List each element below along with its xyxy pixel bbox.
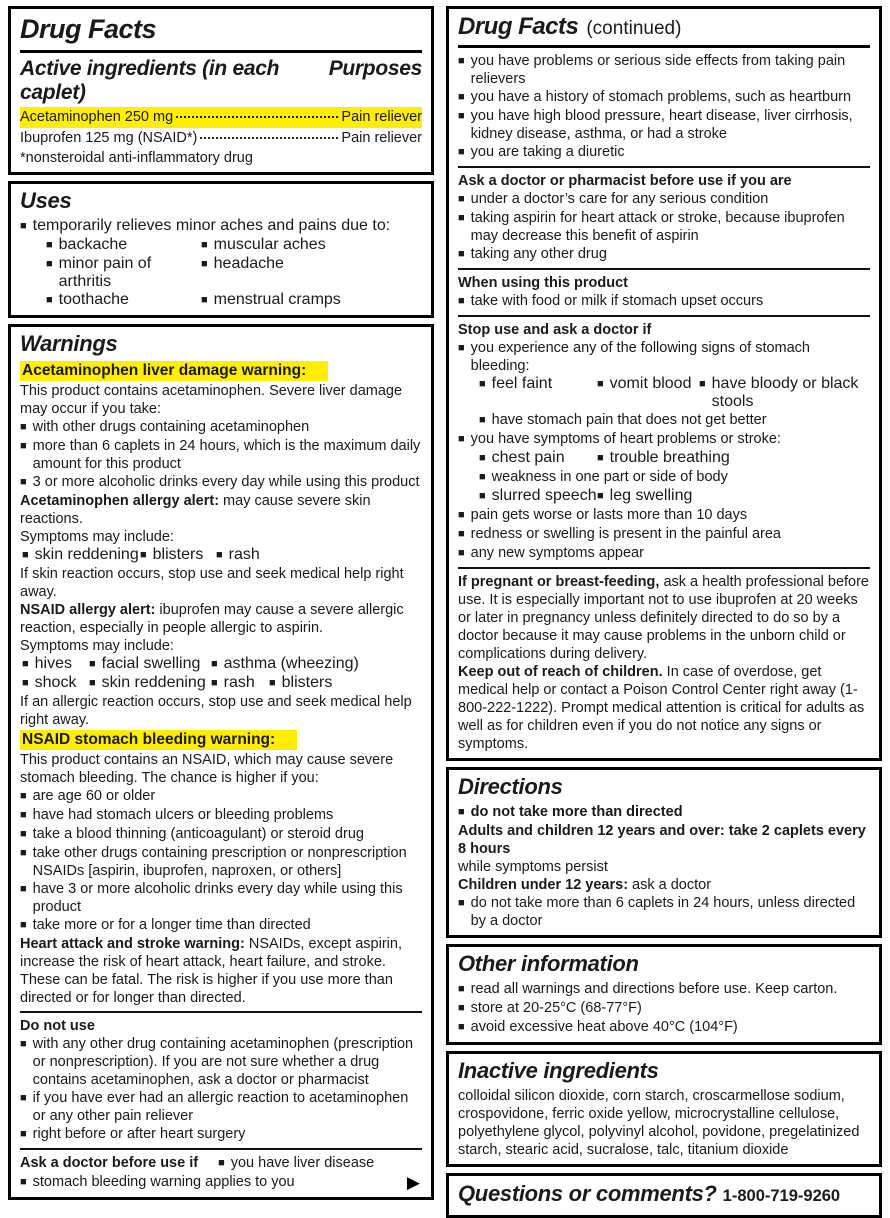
bullet-icon	[140, 546, 153, 565]
bullet-icon	[20, 880, 33, 899]
section-divider	[458, 567, 870, 569]
bullet-icon	[216, 546, 229, 565]
list-item: ■ hives	[22, 655, 89, 674]
bullet-icon	[20, 1125, 33, 1144]
ask-pharmacist-heading: Ask a doctor or pharmacist before use if you are	[458, 173, 792, 189]
bullet-icon	[20, 1089, 33, 1108]
bullet-icon	[597, 487, 610, 506]
list-item: ■ menstrual cramps	[201, 291, 422, 310]
list-item: ■ read all warnings and directions before use. Keep carton.	[458, 980, 870, 999]
bullet-icon	[20, 1173, 33, 1192]
list-item: ■ leg swelling	[597, 487, 870, 506]
acetaminophen-allergy-alert: Acetaminophen allergy alert: may cause severe skin reactions.	[20, 493, 371, 527]
bullet-icon	[218, 1154, 231, 1173]
directions-heading: Directions	[458, 774, 563, 799]
directions-panel	[446, 767, 882, 938]
questions-heading: Questions or comments?	[458, 1181, 717, 1206]
list-item: ■ pain gets worse or lasts more than 10 days	[458, 506, 870, 525]
heart-symptoms-row-1	[479, 449, 870, 468]
list-item: ■ rash	[211, 674, 269, 693]
list-item: ■ minor pain of arthritis	[46, 255, 201, 291]
bullet-icon	[20, 844, 33, 863]
ingredient-purpose: Pain reliever	[341, 109, 422, 125]
nsaid-symptoms-row-2	[22, 674, 422, 693]
list-item: ■ with any other drug containing acetaminophen (prescription or nonprescription). If you are not sure whether a drug contains acetaminophen, ask a doctor or pharmacist	[20, 1035, 422, 1089]
list-item: ■ if you have ever had an allergic reaction to acetaminophen or any other pain reliever	[20, 1089, 422, 1125]
questions-phone-number: 1-800-719-9260	[722, 1187, 841, 1205]
bullet-icon	[458, 894, 471, 913]
nsaid-footnote: *nonsteroidal anti-inflammatory drug	[20, 150, 253, 166]
bullet-icon	[458, 544, 471, 563]
active-ingredients-panel	[8, 6, 434, 175]
pregnancy-warning: If pregnant or breast-feeding, ask a health professional before use. It is especially important not to use ibuprofen at 20 weeks or later in pregnancy unless definitely directed to do so by a doctor because it may cause problems in the unborn child or complications during delivery.	[458, 574, 869, 662]
bullet-icon	[22, 546, 35, 565]
list-item: ■ avoid excessive heat above 40°C (104°F)	[458, 1018, 870, 1037]
list-item: ■ take a blood thinning (anticoagulant) or steroid drug	[20, 825, 422, 844]
symptoms-label: Symptoms may include:	[20, 529, 174, 545]
list-item: ■ have 3 or more alcoholic drinks every day while using this product	[20, 880, 422, 916]
list-item: ■ take with food or milk if stomach upset occurs	[458, 292, 870, 311]
adults-dosage-cont: while symptoms persist	[458, 859, 608, 875]
right-column	[446, 6, 882, 1206]
bullet-icon	[46, 236, 59, 255]
warnings-panel	[8, 324, 434, 1200]
list-item: ■ asthma (wheezing)	[211, 655, 422, 674]
title-divider	[20, 50, 422, 53]
list-item: ■ headache	[201, 255, 422, 291]
list-item: ■ blisters	[269, 674, 422, 693]
ingredient-name: Acetaminophen 250 mg	[20, 109, 174, 125]
liver-damage-warning-heading: Acetaminophen liver damage warning:	[20, 360, 422, 382]
continued-arrow-icon: ▶	[406, 1173, 420, 1192]
section-divider	[458, 166, 870, 168]
allergy-symptoms-row	[22, 546, 422, 565]
bullet-icon	[20, 806, 33, 825]
ask-doctor-row	[20, 1154, 422, 1173]
section-divider	[20, 1148, 422, 1150]
uses-intro	[20, 217, 422, 236]
list-item: ■ 3 or more alcoholic drinks every day while using this product	[20, 473, 422, 492]
list-item: ■ trouble breathing	[597, 449, 870, 468]
bullet-icon	[597, 449, 610, 468]
inactive-ingredients-heading: Inactive ingredients	[458, 1058, 659, 1083]
ingredient-purpose: Pain reliever	[341, 130, 422, 146]
list-item: ■ have stomach pain that does not get better	[479, 411, 870, 430]
other-information-heading: Other information	[458, 951, 639, 976]
bullet-icon	[20, 825, 33, 844]
uses-list	[46, 236, 422, 310]
heart-symptoms-row-3	[479, 487, 870, 506]
bullet-icon	[201, 236, 214, 255]
ask-pharmacist-list	[458, 190, 870, 264]
adults-dosage: Adults and children 12 years and over: take 2 caplets every 8 hours	[458, 823, 866, 857]
bullet-icon	[458, 803, 471, 822]
ingredient-name: Ibuprofen 125 mg (NSAID*)	[20, 130, 198, 146]
stop-use-heading: Stop use and ask a doctor if	[458, 322, 652, 338]
purposes-heading: Purposes	[328, 57, 422, 80]
bullet-icon	[20, 437, 33, 456]
continued-label: (continued)	[586, 18, 682, 39]
bullet-icon	[20, 217, 33, 236]
dotted-leader	[176, 116, 338, 118]
list-item: ■ you have a history of stomach problems, such as heartburn	[458, 88, 870, 107]
bullet-icon	[89, 674, 102, 693]
list-item: ■ weakness in one part or side of body	[479, 468, 870, 487]
ask-doctor-row-2	[20, 1173, 422, 1192]
list-item: ■ taking aspirin for heart attack or stroke, because ibuprofen may decrease this benefit of aspirin	[458, 209, 870, 245]
bullet-icon	[458, 143, 471, 162]
bullet-icon	[201, 255, 214, 274]
bullet-icon	[46, 291, 59, 310]
bullet-icon	[20, 473, 33, 492]
ask-doctor-continued-list	[458, 52, 870, 162]
children-dosage: Children under 12 years: ask a doctor	[458, 877, 712, 893]
list-item: ■ feel faint	[479, 375, 597, 411]
bullet-icon	[458, 190, 471, 209]
bullet-icon	[46, 255, 59, 274]
stomach-bleeding-list	[20, 787, 422, 935]
list-item: ■ facial swelling	[89, 655, 211, 674]
active-ingredients-header	[20, 57, 422, 105]
list-item: ■ take more or for a longer time than directed	[20, 916, 422, 935]
bullet-icon	[458, 999, 471, 1018]
stomach-bleeding-warning-heading: NSAID stomach bleeding warning:	[20, 729, 422, 751]
list-item: ■ redness or swelling is present in the painful area	[458, 525, 870, 544]
bullet-icon	[269, 674, 282, 693]
bullet-icon	[20, 787, 33, 806]
title-divider	[458, 45, 870, 48]
bullet-icon	[22, 655, 35, 674]
list-item: ■ are age 60 or older	[20, 787, 422, 806]
list-item: ■ you experience any of the following signs of stomach bleeding:	[458, 339, 870, 375]
ask-doctor-heading: Ask a doctor before use if	[20, 1155, 199, 1171]
list-item: ■ do not take more than directed	[458, 803, 870, 822]
bullet-icon	[458, 980, 471, 999]
bullet-icon	[458, 292, 471, 311]
list-item: ■ slurred speech	[479, 487, 597, 506]
bullet-icon	[458, 339, 471, 358]
uses-intro-text: temporarily relieves minor aches and pains due to:	[32, 217, 391, 234]
list-item: ■ any new symptoms appear	[458, 544, 870, 563]
list-item: ■ under a doctor’s care for any serious condition	[458, 190, 870, 209]
list-item: ■ take other drugs containing prescription or nonprescription NSAIDs [aspirin, ibuprofen, naproxen, or others]	[20, 844, 422, 880]
bullet-icon	[458, 52, 471, 71]
do-not-use-list	[20, 1035, 422, 1144]
questions-row	[458, 1179, 870, 1210]
bullet-icon	[458, 430, 471, 449]
heart-attack-warning: Heart attack and stroke warning: NSAIDs, except aspirin, increase the risk of heart attack, heart failure, and stroke. These can be fatal. The risk is higher if you use more than directed or for longer than directed.	[20, 936, 402, 1006]
bullet-icon	[211, 674, 224, 693]
drug-facts-title: Drug Facts	[458, 13, 579, 40]
bullet-icon	[89, 655, 102, 674]
uses-heading: Uses	[20, 188, 72, 213]
uses-panel	[8, 181, 434, 318]
bullet-icon	[458, 506, 471, 525]
left-column	[8, 6, 434, 1192]
list-item: ■ more than 6 caplets in 24 hours, which is the maximum daily amount for this product	[20, 437, 422, 473]
symptoms-label: Symptoms may include:	[20, 638, 174, 654]
bullet-icon	[201, 291, 214, 310]
other-information-panel	[446, 944, 882, 1045]
list-item: ■ right before or after heart surgery	[20, 1125, 422, 1144]
dotted-leader	[200, 137, 338, 139]
when-using-heading: When using this product	[458, 275, 628, 291]
ingredient-row-acetaminophen	[20, 107, 422, 128]
list-item: ■ you have problems or serious side effects from taking pain relievers	[458, 52, 870, 88]
drug-facts-continued-title	[458, 12, 870, 44]
bullet-icon	[20, 1035, 33, 1054]
nsaid-symptoms-row-1	[22, 655, 422, 674]
list-item: ■ stomach bleeding warning applies to you	[20, 1173, 295, 1192]
bullet-icon	[479, 375, 492, 394]
section-divider	[20, 1011, 422, 1013]
list-item: ■ have had stomach ulcers or bleeding problems	[20, 806, 422, 825]
list-item: ■ skin reddening	[89, 674, 211, 693]
bullet-icon	[458, 88, 471, 107]
list-item: ■ taking any other drug	[458, 245, 870, 264]
list-item: ■ backache	[46, 236, 201, 255]
drug-facts-continued-panel	[446, 6, 882, 761]
list-item: ■ you are taking a diuretic	[458, 143, 870, 162]
inactive-ingredients-text: colloidal silicon dioxide, corn starch, croscarmellose sodium, crospovidone, ferric oxide yellow, microcrystalline cellulose, polyethylene glycol, polyvinyl alcohol, povidone, pregelatinized starch, stearic acid, sucralose, talc, titanium dioxide	[458, 1088, 860, 1158]
bullet-icon	[458, 525, 471, 544]
do-not-use-heading: Do not use	[20, 1018, 95, 1034]
bullet-icon	[20, 916, 33, 935]
list-item: ■ shock	[22, 674, 89, 693]
warnings-heading: Warnings	[20, 331, 118, 356]
bullet-icon	[699, 375, 712, 394]
bleeding-signs-row	[479, 375, 870, 411]
list-item: ■ you have symptoms of heart problems or stroke:	[458, 430, 870, 449]
bullet-icon	[211, 655, 224, 674]
stomach-bleeding-intro: This product contains an NSAID, which may cause severe stomach bleeding. The chance is higher if you:	[20, 752, 394, 786]
liver-damage-list	[20, 418, 422, 492]
bullet-icon	[479, 449, 492, 468]
bullet-icon	[597, 375, 610, 394]
other-information-list	[458, 980, 870, 1037]
list-item: ■ toothache	[46, 291, 201, 310]
liver-damage-intro: This product contains acetaminophen. Severe liver damage may occur if you take:	[20, 383, 403, 417]
bullet-icon	[479, 487, 492, 506]
ingredient-row-ibuprofen	[20, 128, 422, 149]
list-item: ■ you have liver disease	[218, 1154, 374, 1173]
section-divider	[458, 315, 870, 317]
bullet-icon	[479, 411, 492, 430]
drug-facts-title: Drug Facts	[20, 14, 157, 44]
list-item: ■ blisters	[140, 546, 216, 565]
list-item: ■ do not take more than 6 caplets in 24 hours, unless directed by a doctor	[458, 894, 870, 930]
bullet-icon	[458, 209, 471, 228]
skin-reaction-note: If skin reaction occurs, stop use and seek medical help right away.	[20, 566, 404, 600]
bullet-icon	[479, 468, 492, 487]
list-item: ■ store at 20-25°C (68-77°F)	[458, 999, 870, 1018]
bullet-icon	[458, 1018, 471, 1037]
bullet-icon	[458, 245, 471, 264]
list-item: ■ you have high blood pressure, heart disease, liver cirrhosis, kidney disease, asthma, or had a stroke	[458, 107, 870, 143]
list-item: ■ vomit blood	[597, 375, 699, 411]
list-item: ■ muscular aches	[201, 236, 422, 255]
bullet-icon	[22, 674, 35, 693]
inactive-ingredients-panel	[446, 1051, 882, 1167]
list-item: ■ chest pain	[479, 449, 597, 468]
list-item: ■ with other drugs containing acetaminophen	[20, 418, 422, 437]
list-item: ■ skin reddening	[22, 546, 140, 565]
keep-out-of-reach-warning: Keep out of reach of children. In case of overdose, get medical help or contact a Poison Control Center right away (1-800-222-1222). Prompt medical attention is critical for adults as well as for children even if you do not notice any signs or symptoms.	[458, 664, 865, 752]
allergic-reaction-note: If an allergic reaction occurs, stop use and seek medical help right away.	[20, 694, 412, 728]
section-divider	[458, 268, 870, 270]
active-ingredients-heading: Active ingredients (in each caplet)	[20, 57, 280, 104]
bullet-icon	[458, 107, 471, 126]
nsaid-allergy-alert: NSAID allergy alert: ibuprofen may cause a severe allergic reaction, especially in people allergic to aspirin.	[20, 602, 404, 636]
questions-panel	[446, 1173, 882, 1218]
list-item: ■ rash	[216, 546, 422, 565]
list-item: ■ have bloody or black stools	[699, 375, 870, 411]
bullet-icon	[20, 418, 33, 437]
